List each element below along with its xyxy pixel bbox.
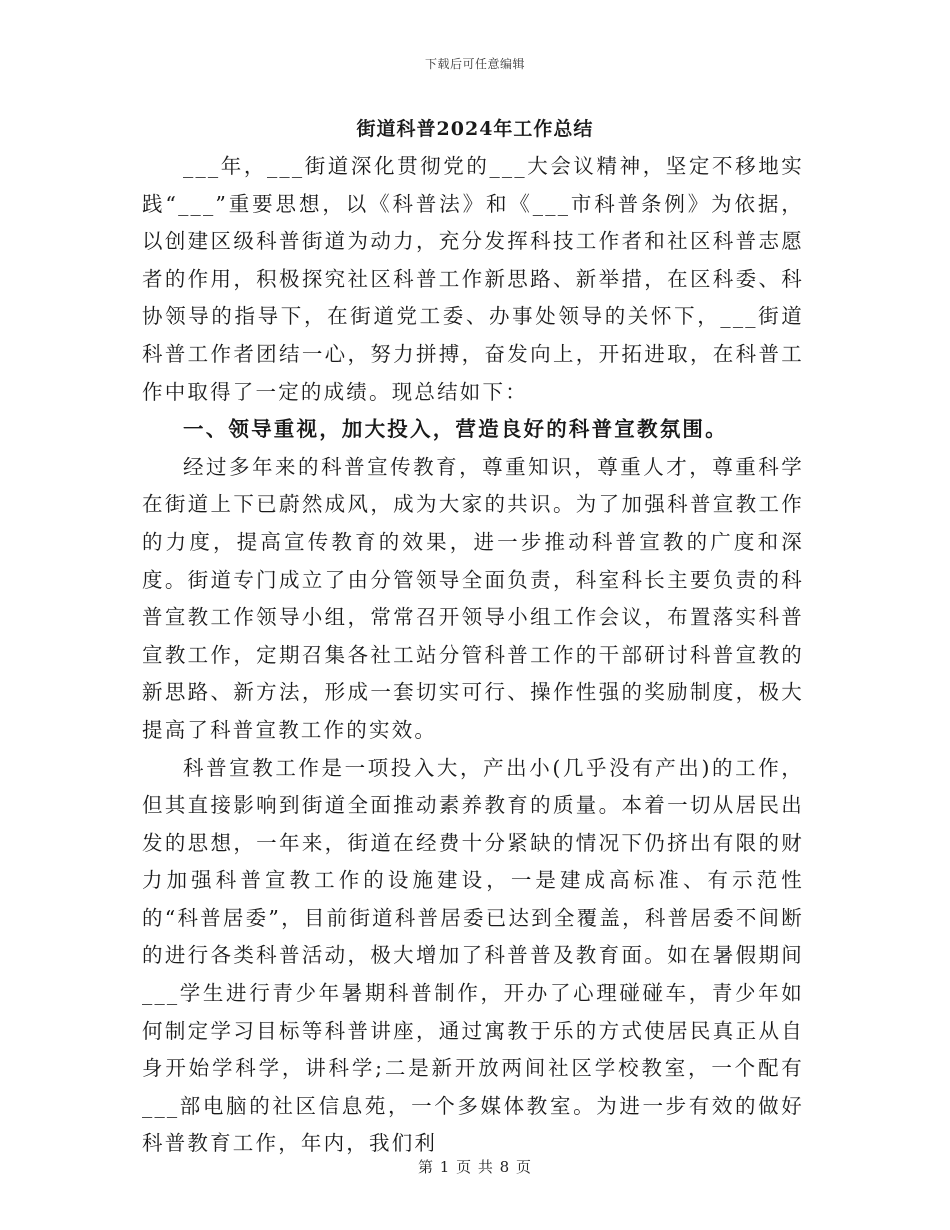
section-heading-1: 一、领导重视，加大投入，营造良好的科普宣教氛围。 <box>183 417 728 442</box>
document-title: 街道科普2024年工作总结 <box>356 118 594 140</box>
page-footer: 第 1 页 共 8 页 <box>418 1158 532 1176</box>
paragraph-2: 科普宣教工作是一项投入大，产出小(几乎没有产出)的工作，但其直接影响到街道全面推动素养教育的质量。本着一切从居民出发的思想，一年来，街道在经费十分紧缺的情况下仍挤出有限的财力加强科普宣教工作的设施建设，一是建成高标准、有示范性的“科普居委”，目前街道科普居委已达到全覆盖，科普居委不间断的进行各类科普活动，极大增加了科普普及教育面。如在暑假期间___学生进行青少年暑期科普制作，开办了心理碰碰车，青少年如何制定学习目标等科普讲座，通过寓教于乐的方式使居民真正从自身开始学科学，讲科学;二是新开放两间社区学校教室，一个配有___部电脑的社区信息苑，一个多媒体教室。为进一步有效的做好科普教育工作，年内，我们利 <box>142 755 804 1156</box>
paragraph-1: 经过多年来的科普宣传教育，尊重知识，尊重人才，尊重科学在街道上下已蔚然成风，成为大家的共识。为了加强科普宣教工作的力度，提高宣传教育的效果，进一步推动科普宣教的广度和深度。街道专门成立了由分管领导全面负责，科室科长主要负责的科普宣教工作领导小组，常常召开领导小组工作会议，布置落实科普宣教工作，定期召集各社工站分管科普工作的干部研讨科普宣教的新思路、新方法，形成一套切实可行、操作性强的奖励制度，极大提高了科普宣教工作的实效。 <box>142 454 804 742</box>
paragraph-intro: ___年，___街道深化贯彻党的___大会议精神，坚定不移地实践“___”重要思想，以《科普法》和《___市科普条例》为依据，以创建区级科普街道为动力，充分发挥科技工作者和社区科普志愿者的作用，积极探究社区科普工作新思路、新举措，在区科委、科协领导的指导下，在街道党工委、办事处领导的关怀下，___街道科普工作者团结一心，努力拼搏，奋发向上，开拓进取，在科普工作中取得了一定的成绩。现总结如下： <box>142 154 804 404</box>
document-body <box>142 148 804 1163</box>
header-note: 下载后可任意编辑 <box>424 57 525 71</box>
